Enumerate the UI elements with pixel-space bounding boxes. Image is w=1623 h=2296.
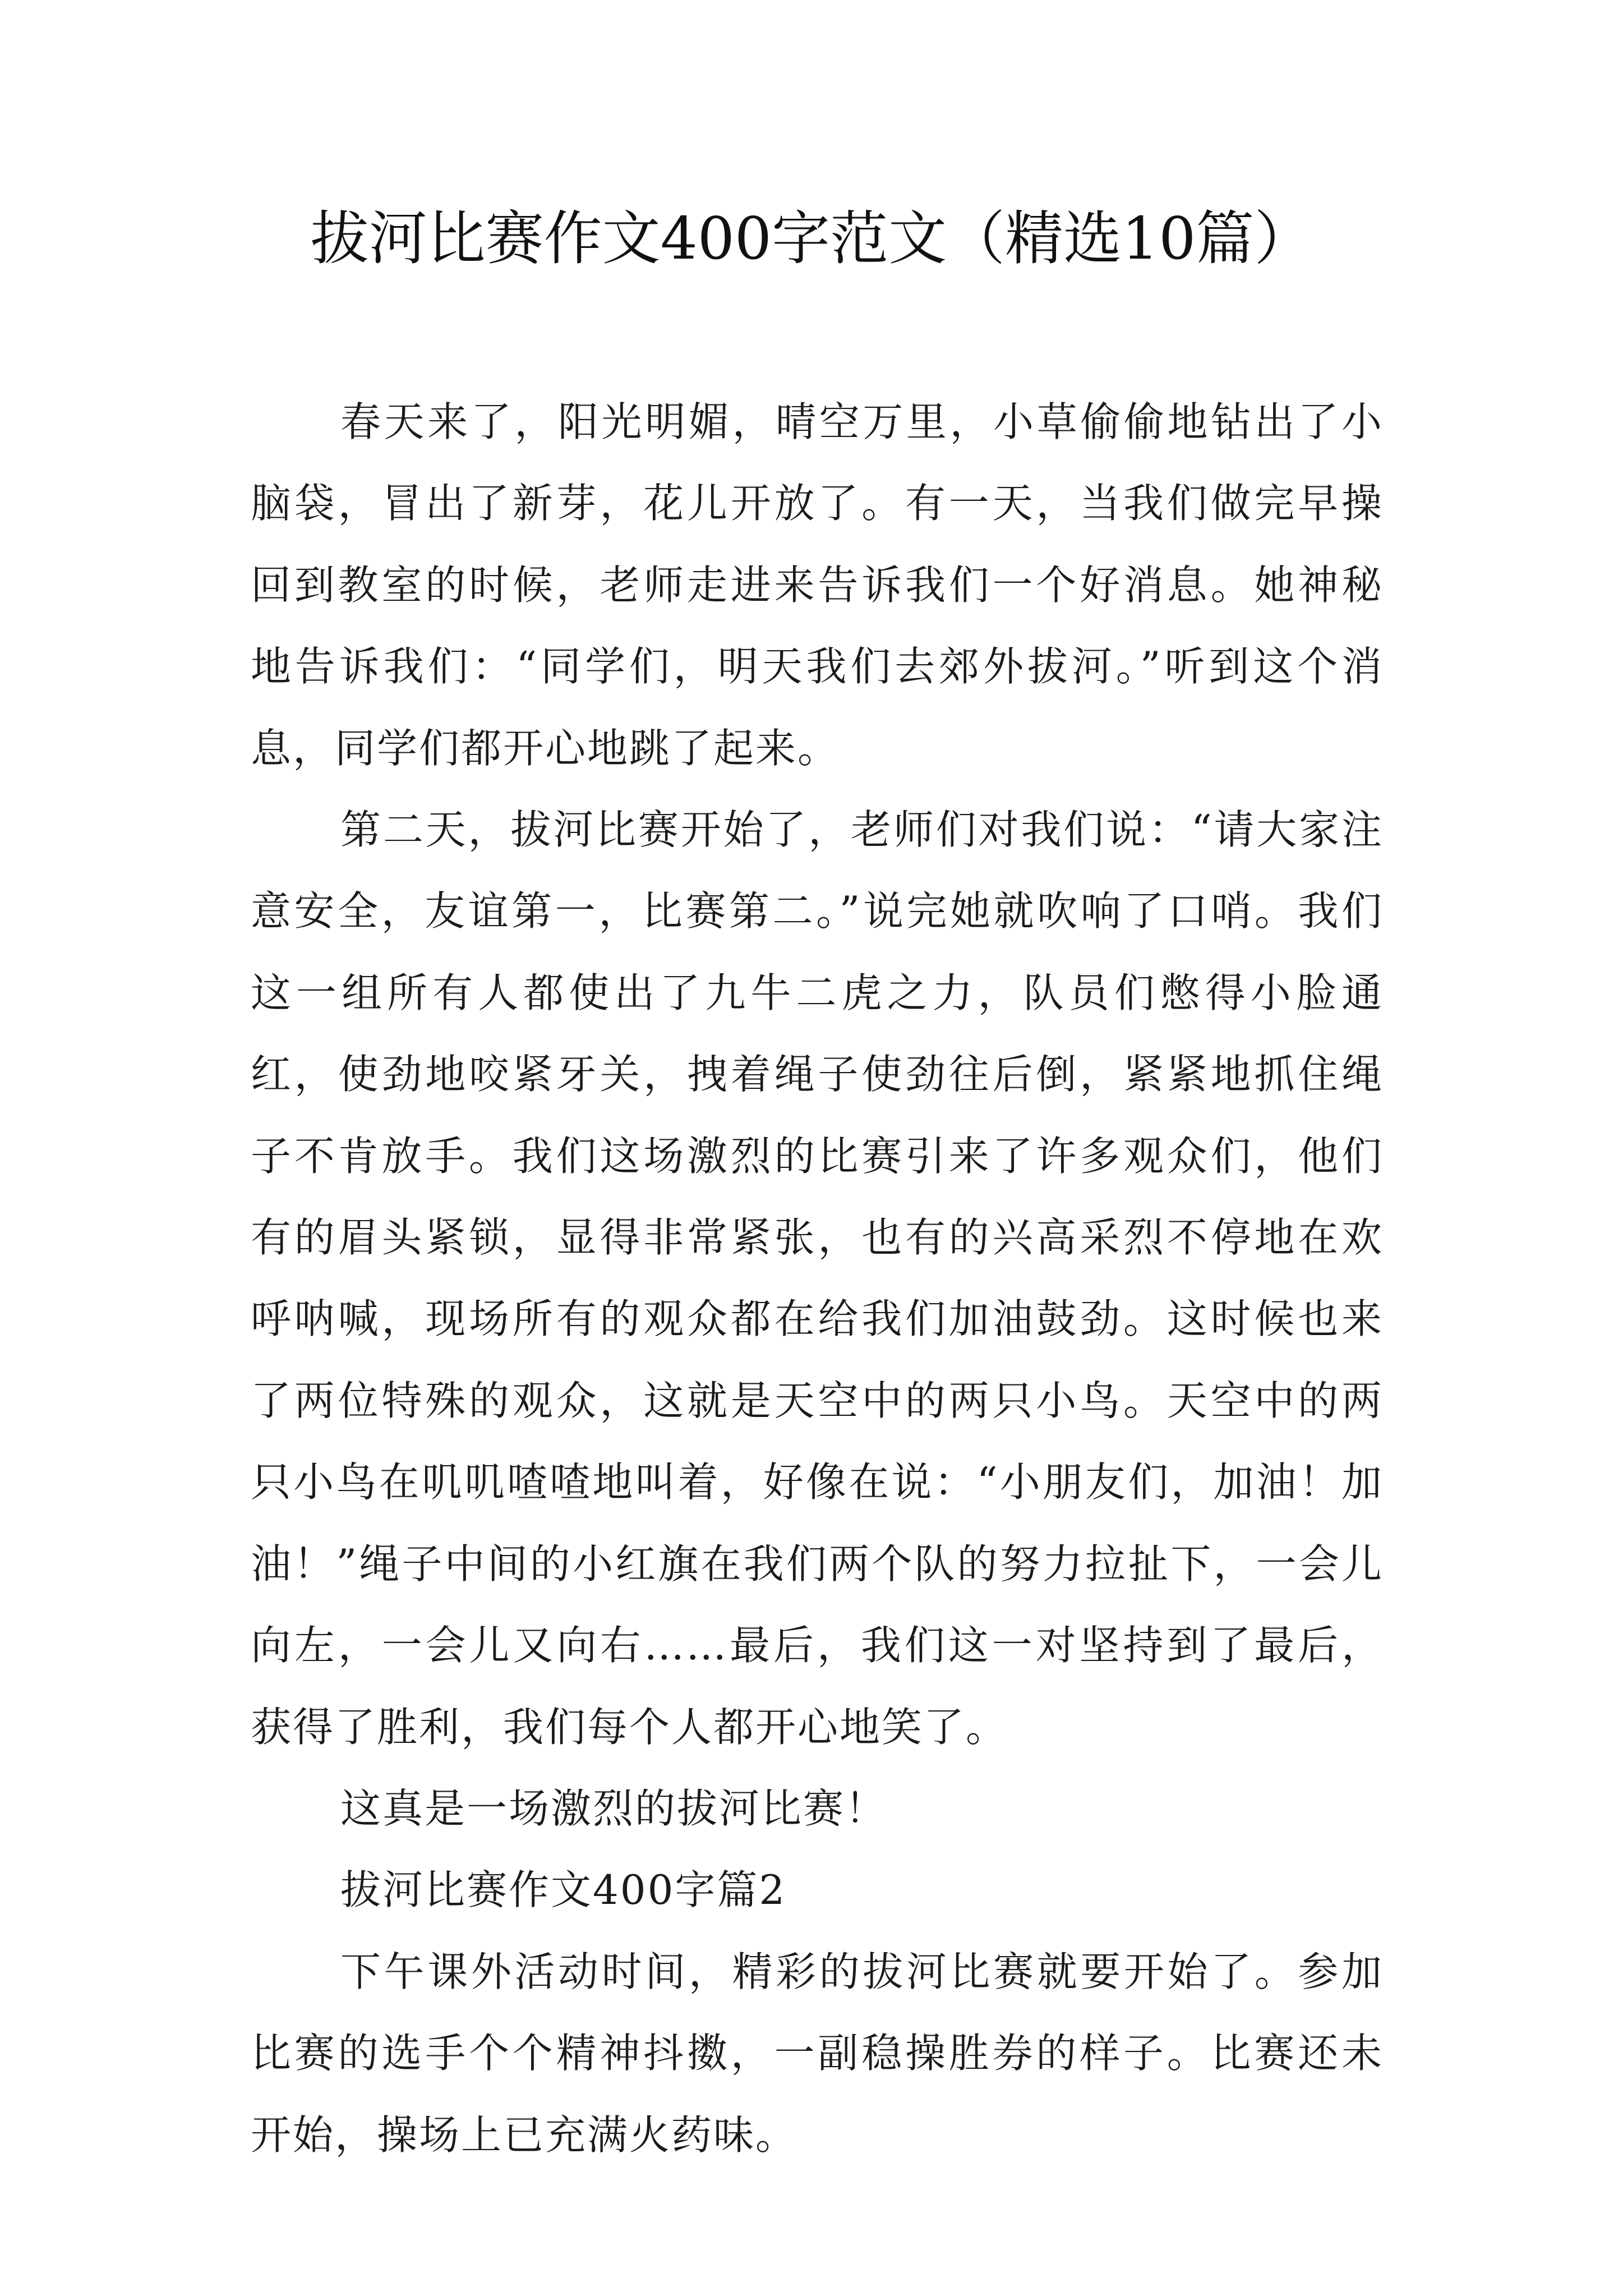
- paragraph-conclusion: 这真是一场激烈的拔河比赛！: [340, 1784, 888, 1832]
- document-title: 拔河比赛作文400字范文（精选10篇）: [310, 204, 1313, 273]
- paragraph-spring-intro: 春天来了，阳光明媚，晴空万里，小草偷偷地钻出了小脑袋，冒出了新芽，花儿开放了。有一天，当我们做完早操回到教室的时候，老师走进来告诉我们一个好消息。她神秘地告诉我们：“同学们，明天我们去郊外拔河。”听到这个消息，同学们都开心地跳了起来。: [251, 398, 1384, 772]
- paragraph-competition-day: 第二天，拔河比赛开始了，老师们对我们说：“请大家注意安全，友谊第一，比赛第二。”说完她就吹响了口哨。我们这一组所有人都使出了九牛二虎之力，队员们憋得小脸通红，使劲地咬紧牙关，拽着绳子使劲往后倒，紧紧地抓住绳子不肯放手。我们这场激烈的比赛引来了许多观众们，他们有的眉头紧锁，显得非常紧张，也有的兴高采烈不停地在欢呼呐喊，现场所有的观众都在给我们加油鼓劲。这时候也来了两位特殊的观众，这就是天空中的两只小鸟。天空中的两只小鸟在叽叽喳喳地叫着，好像在说：“小朋友们，加油！加油！”绳子中间的小红旗在我们两个队的努力拉扯下，一会儿向左，一会儿又向右……最后，我们这一对坚持到了最后，获得了胜利，我们每个人都开心地笑了。: [251, 806, 1384, 1751]
- paragraph-essay-2-intro: 下午课外活动时间，精彩的拔河比赛就要开始了。参加比赛的选手个个精神抖擞，一副稳操胜券的样子。比赛还未开始，操场上已充满火药味。: [251, 1948, 1384, 2159]
- essay-2-heading: 拔河比赛作文400字篇2: [340, 1866, 787, 1914]
- document-body: [251, 381, 1384, 2176]
